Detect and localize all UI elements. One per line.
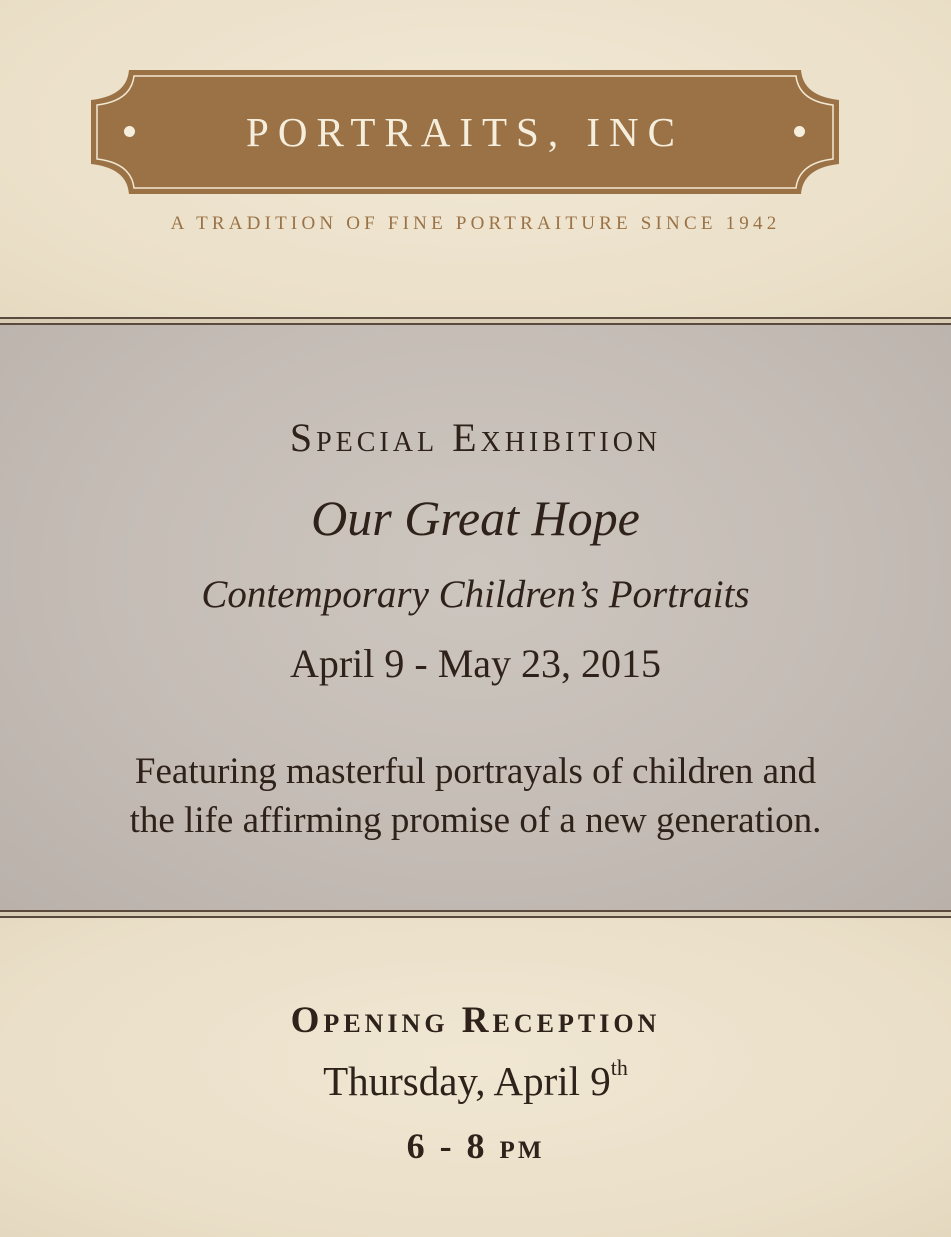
tagline: A TRADITION OF FINE PORTRAITURE SINCE 1942 <box>170 213 781 234</box>
exhibition-heading: Special Exhibition <box>289 415 662 460</box>
reception-date <box>0 1057 951 1105</box>
exhibition-title: Our Great Hope <box>311 490 640 546</box>
divider-bottom <box>0 910 951 918</box>
header-band <box>0 0 951 318</box>
exhibition-subtitle: Contemporary Children’s Portraits <box>201 573 750 616</box>
logo-text: PORTRAITS, INC <box>246 109 684 155</box>
description-line-2: the life affirming promise of a new generation. <box>129 800 822 841</box>
logo-plaque <box>91 70 839 194</box>
reception-date-text: Thursday, April 9 <box>323 1058 611 1104</box>
exhibition-description <box>60 747 891 845</box>
logo-ornament-dot-right <box>794 126 805 137</box>
divider-top <box>0 317 951 325</box>
exhibition-dates: April 9 - May 23, 2015 <box>289 641 662 686</box>
description-line-1: Featuring masterful portrayals of children and <box>134 751 817 792</box>
reception-time: 6 - 8 pm <box>406 1126 545 1166</box>
reception-date-suffix: th <box>610 1055 628 1080</box>
reception-heading: Opening Reception <box>290 1000 661 1041</box>
